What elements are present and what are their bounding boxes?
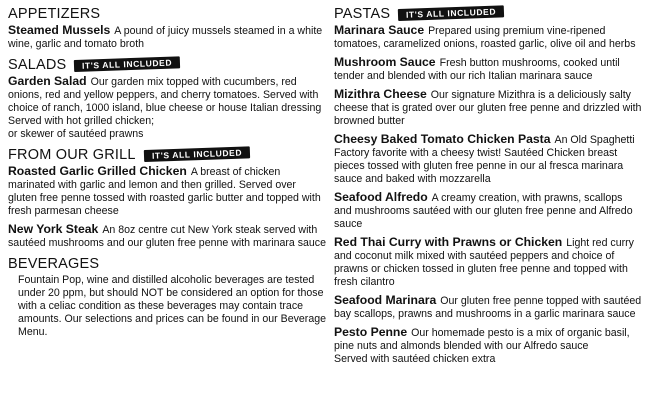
menu-item [334,236,642,289]
item-name: Mushroom Sauce [334,55,436,69]
salads-title: SALADS [8,57,67,73]
appetizers-header [8,6,326,23]
item-name: Seafood Marinara [334,293,437,307]
pastas-header [334,6,642,23]
item-desc: Our homemade pesto is a mix of organic basil, pine nuts and almonds blended with our Alfredo sauce [334,327,630,352]
item-desc-extra: Served with sautéed chicken extra [334,353,496,365]
included-badge: IT'S ALL INCLUDED [74,56,180,72]
menu-item [334,56,642,83]
salads-header [8,57,326,74]
menu-item [334,88,642,128]
item-desc: An Old Spaghetti Factory favorite with a cheesy twist! Sautéed Chicken breast pieces tossed with gluten free penne in our al fresca marinara sauce and baked with mozzarella [334,134,635,185]
item-name: Red Thai Curry with Prawns or Chicken [334,235,563,249]
included-badge: IT'S ALL INCLUDED [398,5,504,21]
item-desc: Our garden mix topped with cucumbers, red onions, red and yellow peppers, and cherry tomatoes. Served with choice of ranch, 1000 island, blue cheese or house Italian dressing Served with hot grilled chicken; [8,76,322,127]
beverages-header [8,256,326,273]
menu-item [8,24,326,51]
item-name: New York Steak [8,222,99,236]
beverages-title: BEVERAGES [8,256,100,272]
menu-item [8,75,326,141]
item-name: Seafood Alfredo [334,190,428,204]
item-desc-extra: or skewer of sautéed prawns [8,128,144,140]
item-desc: Prepared using premium vine-ripened tomatoes, caramelized onions, roasted garlic, olive oil and herbs [334,25,636,50]
item-desc: Fresh button mushrooms, cooked until tender and blended with our rich Italian marinara sauce [334,57,620,82]
menu-item [8,223,326,250]
menu-item [334,294,642,321]
pastas-section [334,6,642,366]
item-desc: Light red curry and coconut milk mixed with sautéed peppers and choice of prawns or chicken tossed in gluten free penne and topped with fresh cilantro [334,237,634,288]
item-name: Mizithra Cheese [334,87,427,101]
menu-item [334,191,642,231]
salads-section [8,57,326,141]
menu-item [8,165,326,218]
beverages-text: Fountain Pop, wine and distilled alcoholic beverages are tested under 20 ppm, but should NOT be considered an option for those with a celiac condition as these beverages may contain trace amounts. Our selections and prices can be found in our Beverage Menu. [18,274,326,338]
item-desc: Our signature Mizithra is a deliciously salty cheese that is grated over our gluten free penne and drizzled with browned butter [334,89,642,127]
grill-title: FROM OUR GRILL [8,147,136,163]
right-column [334,6,642,372]
grill-header [8,147,326,164]
item-desc: A creamy creation, with prawns, scallops and mushrooms sautéed with our gluten free penne and Alfredo sauce [334,192,633,230]
grill-section [8,147,326,250]
menu-item [334,133,642,186]
item-name: Marinara Sauce [334,23,425,37]
item-desc: An 8oz centre cut New York steak served with sautéed mushrooms and our gluten free penne with marinara sauce [8,224,326,249]
left-column [8,6,326,345]
item-name: Steamed Mussels [8,23,111,37]
item-name: Roasted Garlic Grilled Chicken [8,164,187,178]
pastas-title: PASTAS [334,6,391,22]
menu-item [334,24,642,51]
appetizers-section [8,6,326,51]
menu-item [334,326,642,366]
included-badge: IT'S ALL INCLUDED [143,146,249,162]
item-desc: A breast of chicken marinated with garlic and lemon and then grilled. Served over gluten free penne tossed with roasted garlic butter and topped with fresh parmesan cheese [8,166,321,217]
item-name: Cheesy Baked Tomato Chicken Pasta [334,132,551,146]
item-desc: A pound of juicy mussels steamed in a white wine, garlic and tomato broth [8,25,323,50]
beverages-section [8,256,326,339]
item-name: Pesto Penne [334,325,408,339]
item-name: Garden Salad [8,74,87,88]
appetizers-title: APPETIZERS [8,6,101,22]
item-desc: Our gluten free penne topped with sautéed bay scallops, prawns and mushrooms in a garlic marinara sauce [334,295,642,320]
